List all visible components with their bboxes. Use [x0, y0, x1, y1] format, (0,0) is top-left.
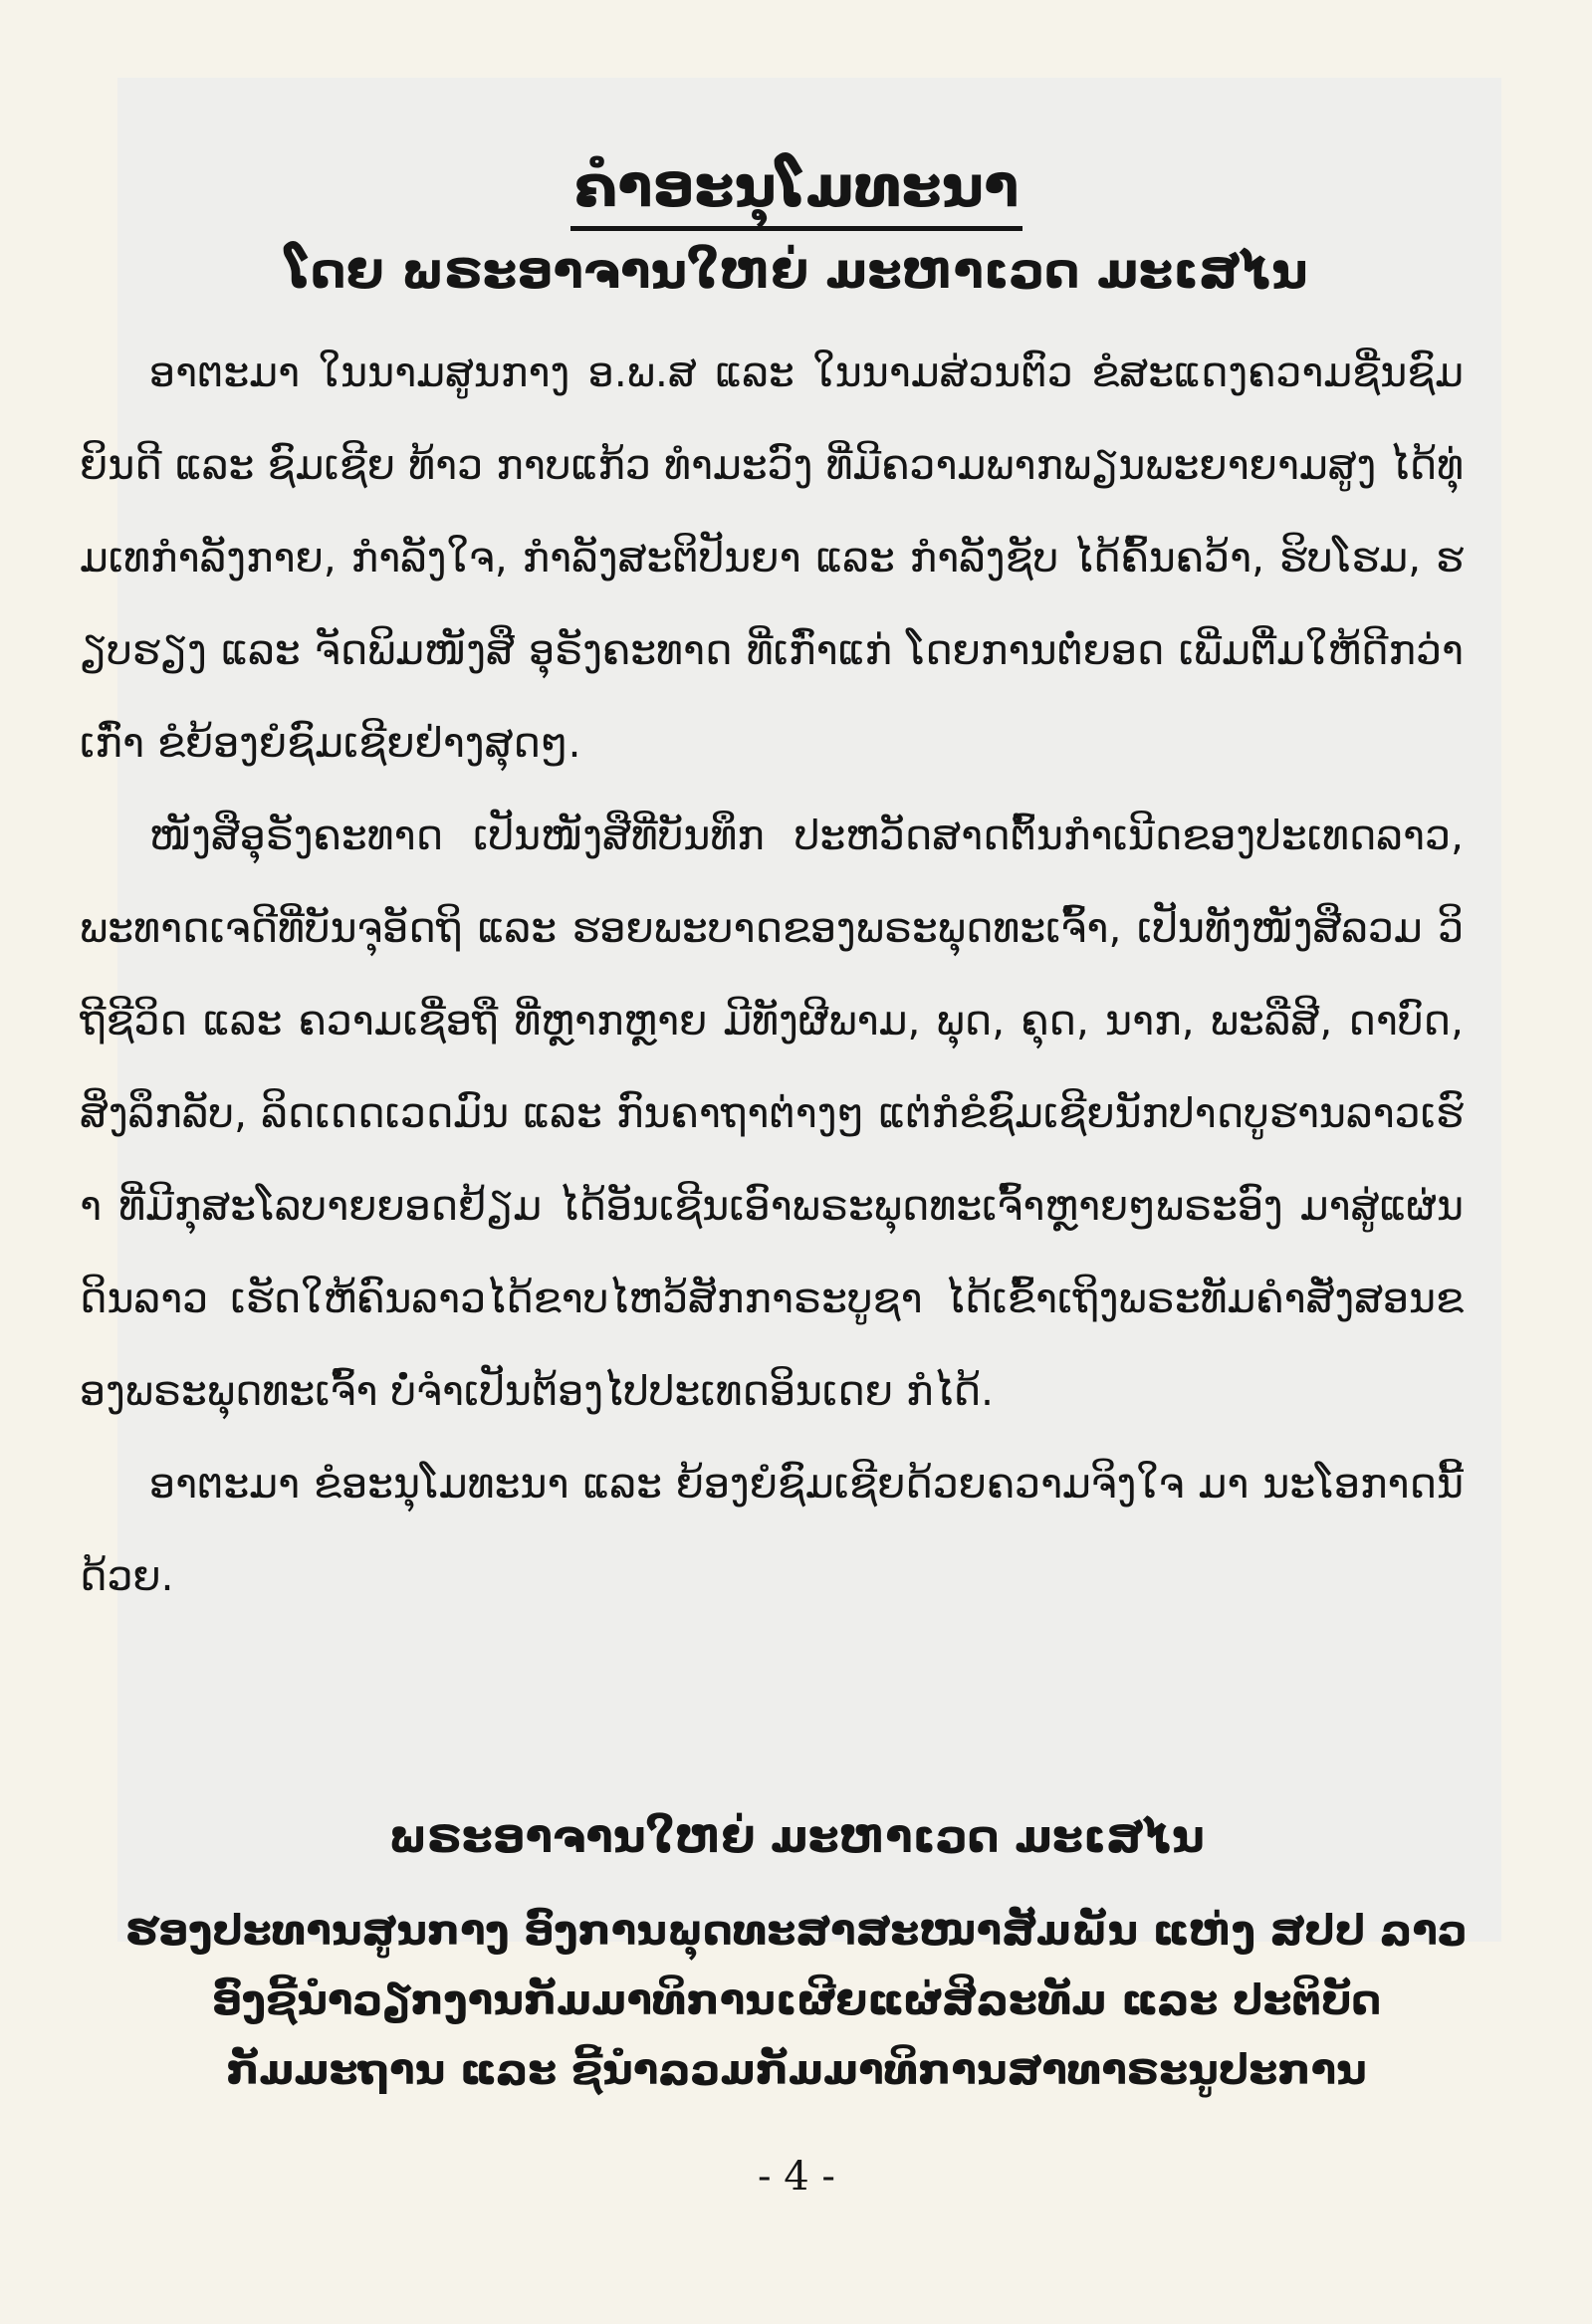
position-line-3: ກັມມະຖານ ແລະ ຊີ້ນຳລວມກັມມາທິການສາທາຣະນູປະການ: [226, 2045, 1367, 2094]
position-line-1: ຮອງປະທານສູນກາງ ອົງການພຸດທະສາສະໜາສັມພັນ ແຫ່ງ ສປປ ລາວ: [125, 1906, 1468, 1955]
document-title-text: ຄຳອະນຸໂມທະນາ: [570, 152, 1023, 231]
document-page: [80, 78, 1513, 2268]
paragraph-2: ໜັງສືອຸຣັງຄະທາດ ເປັນໜັງສືທີ່ບັນທຶກ ປະຫວັດສາດຕົ້ນກຳເນີດຂອງປະເທດລາວ, ພະທາດເຈດີທີ່ບັນຈຸອັດຖິ ແລະ ຮອຍພະບາດຂອງພຣະພຸດທະເຈົ້າ, ເປັນທັງໜັງສືລວມ ວິຖີຊີວິດ ແລະ ຄວາມເຊື່ອຖື ທີ່ຫຼາກຫຼາຍ ມີທັງຜີພາມ, ພຸດ, ຄຸດ, ນາກ, ພະລືສີ, ດາບົດ, ສິ່ງລຶກລັບ, ລິດເດດເວດມົນ ແລະ ກົນຄາຖາຕ່າງໆ ແຕ່ກໍຂໍຊົມເຊີຍນັກປາດບູຮານລາວເຮົາ ທີ່ມີກຸສະໂລບາຍຍອດຢ້ຽມ ໄດ້ອັນເຊີນເອົາພຣະພຸດທະເຈົ້າຫຼາຍໆພຣະອົງ ມາສູ່ແຜ່ນດິນລາວ ເຮັດໃຫ້ຄົນລາວໄດ້ຂາບໄຫວ້ສັກກາຣະບູຊາ ໄດ້ເຂົ້າເຖິງພຣະທັມຄຳສັ່ງສອນຂອງພຣະພຸດທະເຈົ້າ ບໍ່ຈຳເປັນຕ້ອງໄປປະເທດອິນເດຍ ກໍໄດ້.: [80, 812, 1464, 1415]
document-body: [80, 327, 1464, 1623]
document-subtitle: ໂດຍ ພຣະອາຈານໃຫຍ່ ມະຫາເວດ ມະເສໄນ: [285, 241, 1308, 300]
page-number: - 4 -: [758, 2154, 835, 2200]
paragraph-3: ອາຕະມາ ຂໍອະນຸໂມທະນາ ແລະ ຍ້ອງຍໍຊົມເຊີຍດ້ວຍຄວາມຈິງໃຈ ມາ ນະໂອກາດນີ້ດ້ວຍ.: [80, 1460, 1464, 1600]
signature-positions: [80, 1896, 1513, 2105]
position-line-2: ອົງຊີ້ນຳວຽກງານກັມມາທິການເຜີຍແຜ່ສິລະທັມ ແລະ ປະຕິບັດ: [211, 1975, 1382, 2024]
paragraph-1: ອາຕະມາ ໃນນາມສູນກາງ ອ.ພ.ສ ແລະ ໃນນາມສ່ວນຕົວ ຂໍສະແດງຄວາມຊື່ນຊົມຍິນດີ ແລະ ຊົມເຊີຍ ທ້າວ ກາບແກ້ວ ທຳມະວົງ ທີ່ມີຄວາມພາກພຽນພະຍາຍາມສູງ ໄດ້ທຸ່ມເທກຳລັງກາຍ, ກຳລັງໃຈ, ກຳລັງສະຕິປັນຍາ ແລະ ກຳລັງຊັບ ໄດ້ຄົ້ນຄວ້າ, ຮິບໂຮມ, ຮຽບຮຽງ ແລະ ຈັດພິມໜັງສື ອຸຣັງຄະທາດ ທີ່ເກົ່າແກ່ ໂດຍການຕໍ່ຍອດ ເພີ່ມຕື່ມໃຫ້ດີກວ່າເກົ່າ ຂໍຍ້ອງຍໍຊົມເຊີຍຢ່າງສຸດໆ.: [80, 349, 1464, 767]
document-title: [80, 152, 1513, 222]
signature-name: ພຣະອາຈານໃຫຍ່ ມະຫາເວດ ມະເສໄນ: [388, 1810, 1205, 1863]
